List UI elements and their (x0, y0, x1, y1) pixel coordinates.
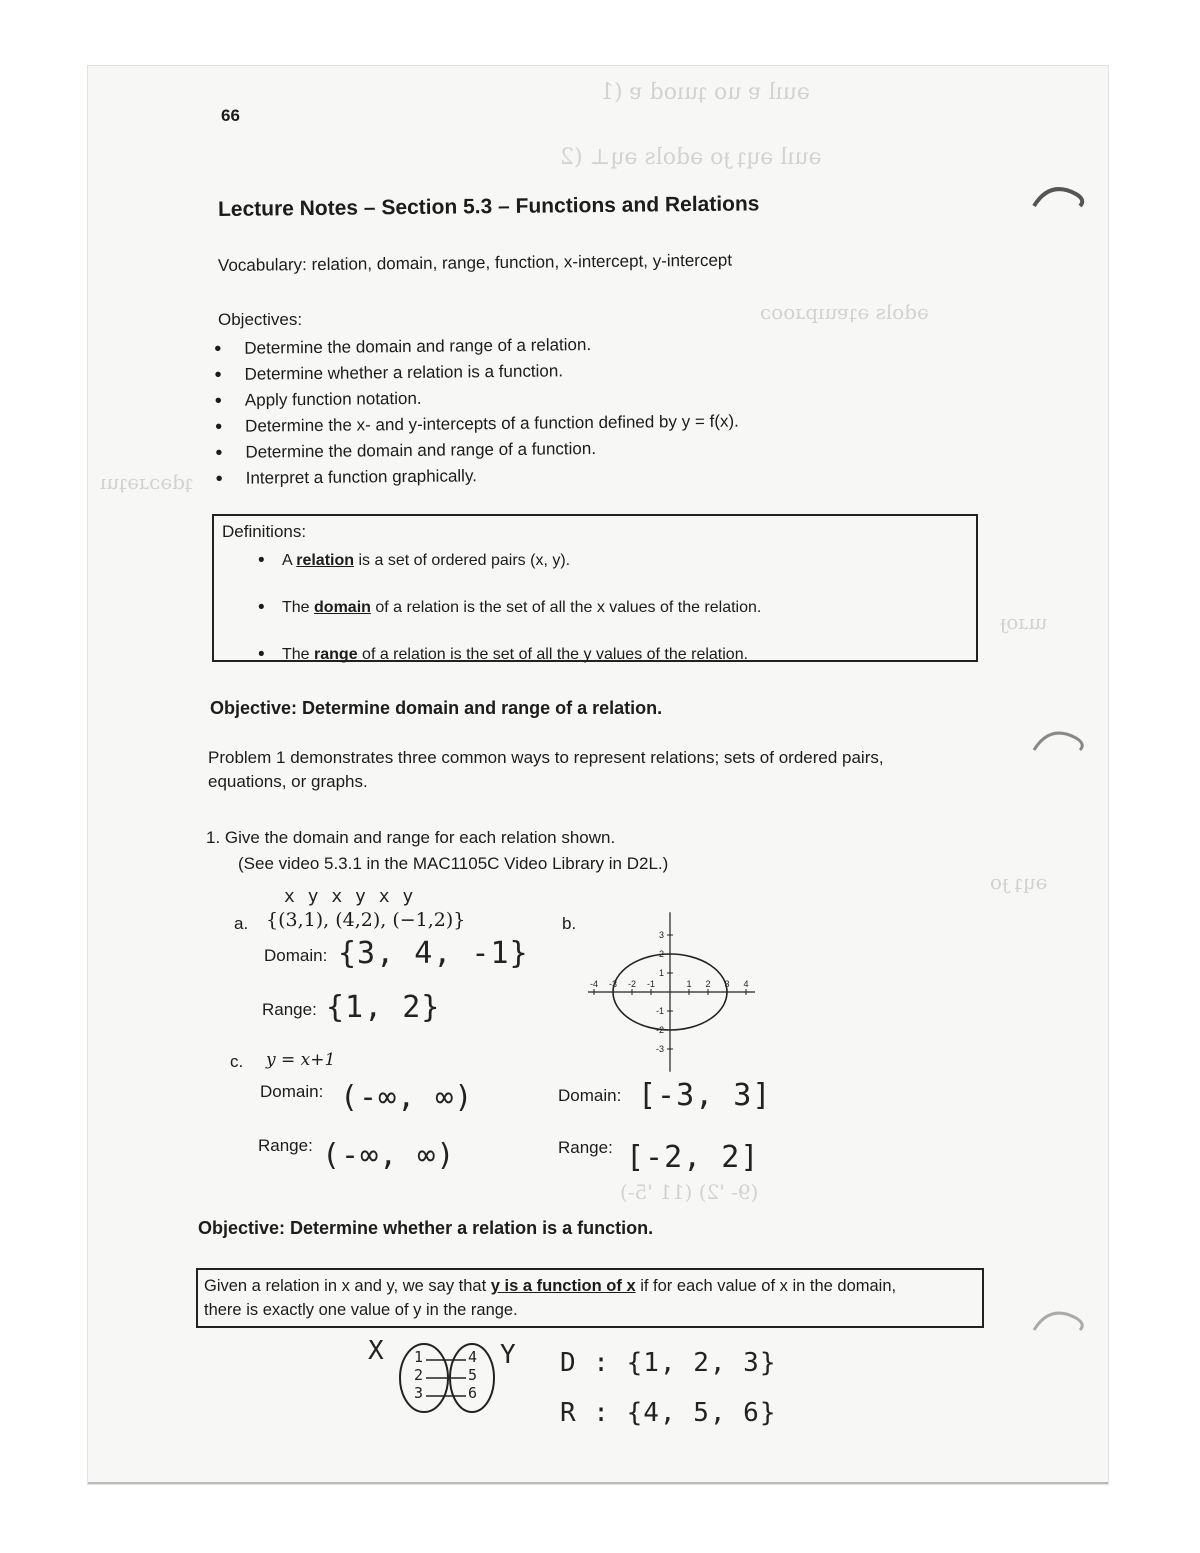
x-tick-label: -2 (627, 979, 637, 989)
definition-text: is a set of ordered pairs (x, y). (354, 552, 571, 569)
mapping-range-note: R : {4, 5, 6} (560, 1398, 777, 1428)
part-c-label: c. (230, 1052, 244, 1071)
part-a-range-answer: {1, 2} (326, 990, 441, 1025)
y-tick-label: -2 (655, 1025, 664, 1035)
binder-curl (1030, 176, 1090, 216)
definition-term: domain (314, 599, 371, 616)
problem-1-video-note: (See video 5.3.1 in the MAC1105C Video Library in D2L.) (238, 854, 669, 873)
y-tick-label: -3 (655, 1044, 664, 1054)
part-a-set: {(3,1), (4,2), (−1,2)} (266, 909, 466, 931)
bleed-through-text: ǝdols ǝʇɐuıpɹooɔ (760, 300, 929, 324)
bleed-through-text: (9- '2) (11 '5-) (620, 1180, 759, 1204)
function-definition-text: if for each value of x in the domain, (635, 1277, 897, 1295)
x-tick-label: -3 (608, 979, 618, 989)
bleed-through-text: ɯɹoɟ (1000, 610, 1048, 634)
objective-item: • Apply function notation. (215, 383, 739, 414)
x-tick-label: 3 (724, 979, 730, 989)
mapping-left-label: X (368, 1336, 385, 1366)
part-c-domain-label: Domain: (260, 1082, 324, 1101)
x-tick-label: 4 (743, 979, 749, 989)
mapping-right-values (468, 1348, 480, 1402)
x-tick-label: 2 (705, 979, 711, 989)
part-a-label: a. (234, 914, 249, 933)
part-a-range-label: Range: (262, 1000, 317, 1019)
objective-item: • Determine the x- and y-intercepts of a function defined by y = f(x). (215, 409, 739, 440)
objectives-list (214, 331, 739, 492)
definitions-box (212, 514, 978, 662)
mapping-domain-note: D : {1, 2, 3} (560, 1348, 777, 1378)
mapping-diagram (396, 1340, 500, 1416)
part-c-domain-answer: (-∞, ∞) (340, 1080, 474, 1115)
mapping-value: 5 (468, 1366, 479, 1384)
x-tick-label: -1 (646, 979, 656, 989)
binder-curl (1030, 1300, 1090, 1340)
objective-1-heading: Objective: Determine domain and range of a relation. (210, 698, 663, 718)
objective-item: • Determine whether a relation is a function. (214, 357, 738, 388)
definition-text: A (282, 552, 297, 569)
mapping-value: 3 (414, 1384, 425, 1402)
x-tick-label: -4 (589, 979, 599, 989)
problem-1-line: 1. Give the domain and range for each relation shown. (206, 828, 616, 847)
definition-text: The (282, 646, 315, 663)
y-tick-label: -1 (655, 1006, 664, 1016)
part-b-range-answer: [-2, 2] (626, 1140, 760, 1175)
page-title: Lecture Notes – Section 5.3 – Functions and Relations (217, 192, 760, 221)
mapping-value: 1 (414, 1348, 425, 1366)
handwritten-xy-marks: x y x y x y (284, 886, 415, 907)
page-number: 66 (221, 106, 240, 125)
ellipse-graph (588, 910, 758, 1080)
part-c-range-answer: (-∞, ∞) (322, 1138, 456, 1173)
part-a-domain-label: Domain: (264, 946, 328, 965)
bleed-through-text: ǝɥʇ ɟo (990, 870, 1048, 894)
part-a-domain-answer: {3, 4, -1} (338, 936, 529, 971)
binder-curl (1030, 720, 1090, 760)
part-b-range-label: Range: (558, 1138, 613, 1157)
bleed-through-text: ǝuıl ǝɥʇ ɟo ǝdols ǝɥ⊥ (2 (560, 145, 822, 170)
mapping-value: 6 (468, 1384, 479, 1402)
mapping-value: 2 (414, 1366, 425, 1384)
definition-term: range (314, 646, 358, 663)
mapping-right-label: Y (500, 1340, 517, 1370)
objective-item: • Determine the domain and range of a relation. (214, 331, 738, 362)
part-c-equation: y = x+1 (266, 1050, 336, 1070)
definition-term: relation (296, 552, 355, 569)
definition-text: of a relation is the set of all the x values of the relation. (370, 599, 762, 616)
problem-intro: Problem 1 demonstrates three common ways to represent relations; sets of ordered pairs, equations, or graphs. (208, 748, 884, 791)
function-definition-text: Given a relation in x and y, we say that (204, 1277, 491, 1295)
definition-relation (254, 552, 570, 570)
mapping-value: 4 (468, 1348, 479, 1366)
objectives-heading: Objectives: (218, 310, 303, 329)
vocabulary-terms: relation, domain, range, function, x-intercept, y-intercept (311, 250, 733, 275)
definitions-heading: Definitions: (222, 522, 307, 541)
part-b-label: b. (562, 914, 577, 933)
x-tick-label: 1 (686, 979, 692, 989)
definition-range (254, 646, 748, 664)
part-b-domain-label: Domain: (558, 1086, 622, 1105)
definition-text: of a relation is the set of all the y values of the relation. (357, 646, 749, 663)
function-definition-line-1 (204, 1274, 896, 1298)
part-b-domain-answer: [-3, 3] (638, 1078, 772, 1113)
function-definition-term: y is a function of x (490, 1277, 636, 1295)
part-c-range-label: Range: (258, 1136, 313, 1155)
objective-item: • Interpret a function graphically. (216, 461, 740, 492)
function-definition-line-2: there is exactly one value of y in the range. (204, 1301, 518, 1319)
objective-2-heading: Objective: Determine whether a relation is a function. (198, 1218, 654, 1238)
bleed-through-text: ʇdǝɔɹǝʇuı (100, 470, 194, 494)
y-tick-label: 1 (658, 968, 664, 978)
y-tick-label: 3 (658, 930, 664, 940)
graph-group (588, 912, 755, 1072)
vocabulary-label: Vocabulary: (217, 255, 307, 275)
definition-domain (254, 599, 761, 617)
mapping-left-values (414, 1348, 426, 1402)
definition-text: The (282, 599, 315, 616)
bleed-through-text: ǝuıl ɐ uo ʇuıod ɐ (1 (600, 80, 810, 105)
y-tick-label: 2 (658, 949, 664, 959)
objective-item: • Determine the domain and range of a function. (215, 435, 739, 466)
